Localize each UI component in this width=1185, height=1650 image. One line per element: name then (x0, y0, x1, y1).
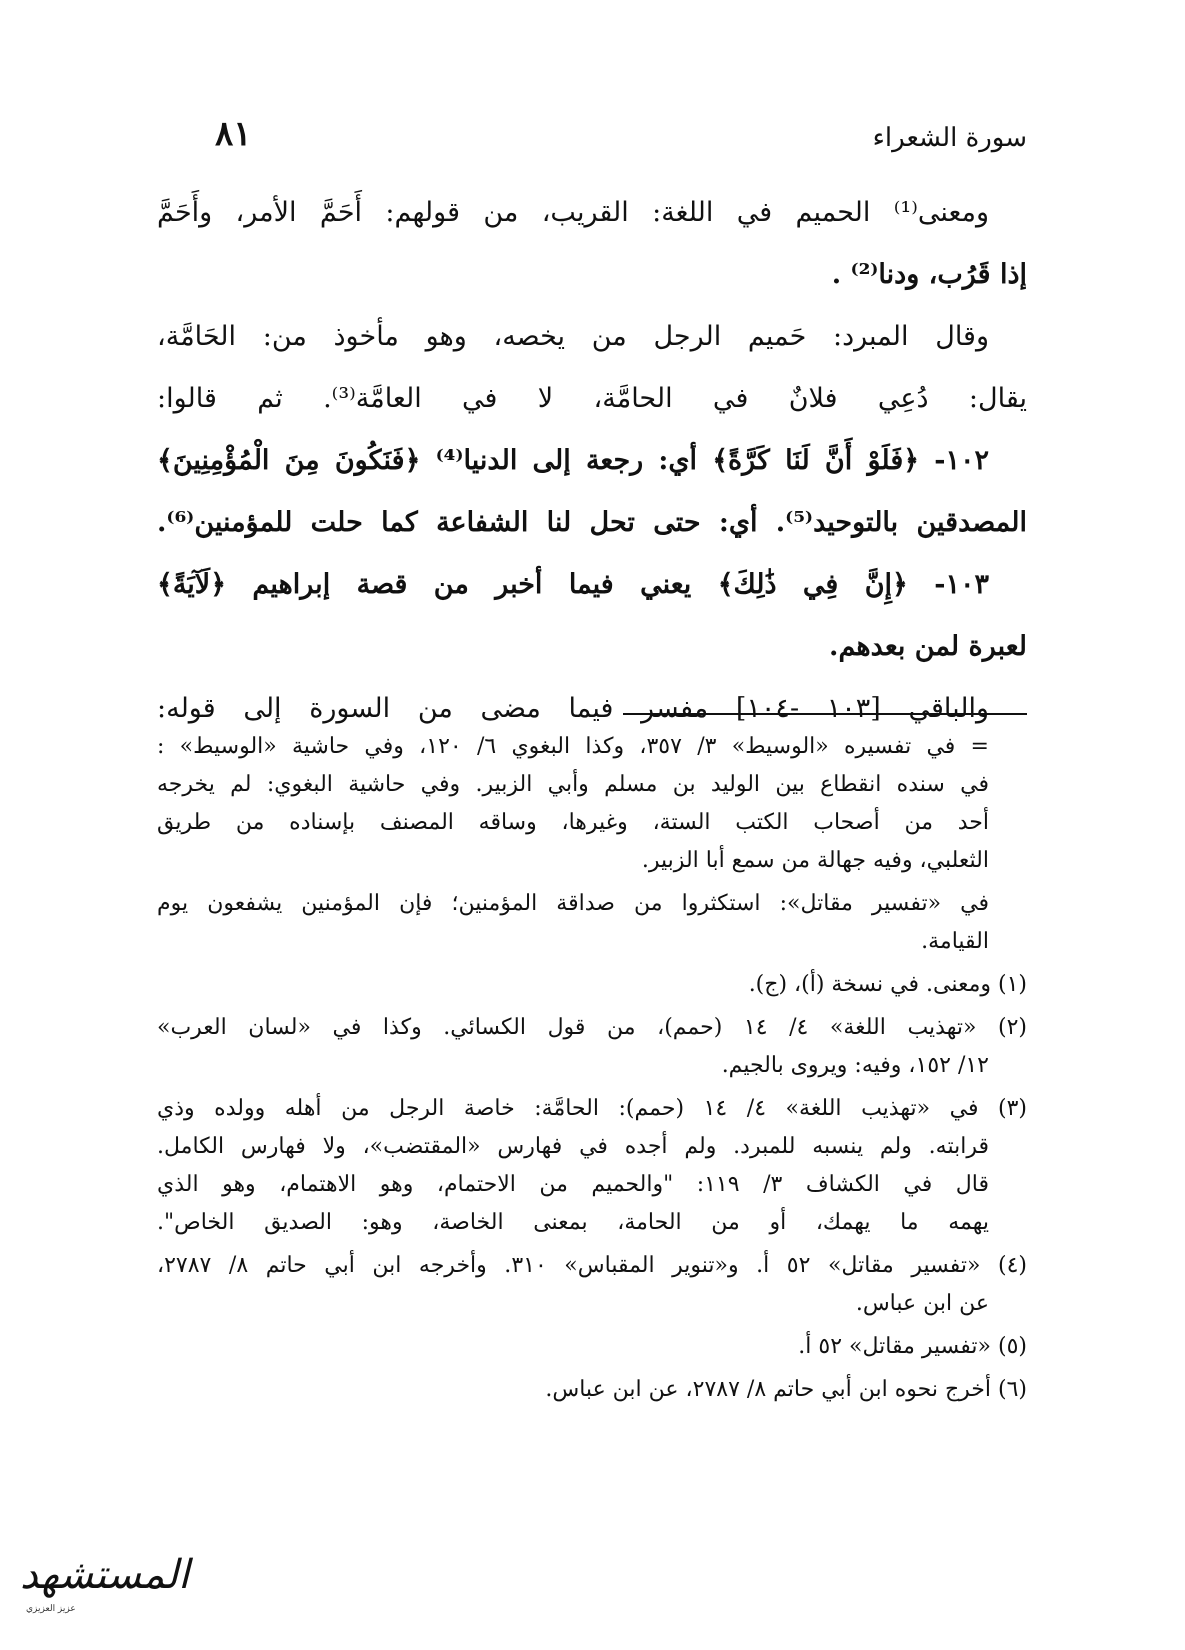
main-line-1: ومعنى⁽¹⁾ الحميم في اللغة: القريب، من قولهم: أَحَمَّ الأمر، وأَحَمَّ (157, 197, 989, 228)
footnote-4: (٤) «تفسير مقاتل» ٥٢ أ. و«تنوير المقباس» ٣١٠. وأخرجه ابن أبي حاتم ٨/ ٢٧٨٧، (157, 1253, 1027, 1278)
footnote-5: (٥) «تفسير مقاتل» ٥٢ أ. (798, 1334, 1027, 1359)
footnote-3-continuation-2: قال في الكشاف ٣/ ١١٩: "والحميم من الاحتمام، وهو الاهتمام، وهو الذي (157, 1172, 989, 1197)
footnote-2-continuation: ١٢/ ١٥٢، وفيه: ويروى بالجيم. (721, 1053, 989, 1078)
footnote-3: (٣) في «تهذيب اللغة» ٤/ ١٤ (حمم): الحامَّة: خاصة الرجل من أهله وولده وذي (157, 1096, 1027, 1121)
main-text (157, 182, 1027, 740)
page-number: ٨١ (215, 114, 252, 154)
footnote-continuation-line-2: في سنده انقطاع بين الوليد بن مسلم وأبي الزبير. وفي حاشية البغوي: لم يخرجه (157, 772, 989, 797)
footnotes (157, 728, 1027, 1409)
watermark-logo-text: المستشهد (20, 1552, 190, 1598)
main-line-4: يقال: دُعِي فلانٌ في الحامَّة، لا في العامَّة⁽³⁾. ثم قالوا: (157, 383, 1027, 414)
verse-102-line: ١٠٢- ﴿فَلَوْ أَنَّ لَنَا كَرَّةً﴾ أي: رجعة إلى الدنيا⁽⁴⁾ ﴿فَنَكُونَ مِنَ الْمُؤْمِنِينَ﴾ (157, 445, 989, 476)
watermark-logo-subtext: عزيز العزيزي (26, 1604, 76, 1614)
footnote-6: (٦) أخرج نحوه ابن أبي حاتم ٨/ ٢٧٨٧، عن ابن عباس. (545, 1377, 1027, 1402)
main-line-9: والباقي [١٠٣ -١٠٤] مفسر فيما مضى من السورة إلى قوله: (157, 693, 989, 724)
footnote-continuation-line-6: القيامة. (921, 929, 989, 954)
footnote-continuation-line-3: أحد من أصحاب الكتب الستة، وغيرها، وساقه المصنف بإسناده من طريق (157, 810, 989, 835)
verse-103-line: ١٠٣- ﴿إِنَّ فِي ذَٰلِكَ﴾ يعني فيما أخبر من قصة إبراهيم ﴿لَآيَةً﴾ (157, 569, 989, 600)
footnote-3-continuation-3: يهمه ما يهمك، أو من الحامة، بمعنى الخاصة، وهو: الصديق الخاص". (157, 1210, 989, 1235)
footnote-continuation-line-1: = في تفسيره «الوسيط» ٣/ ٣٥٧، وكذا البغوي ٦/ ١٢٠، وفي حاشية «الوسيط» : (157, 734, 989, 759)
footnote-divider (623, 713, 1027, 715)
surah-title: سورة الشعراء (872, 123, 1027, 153)
footnote-1: (١) ومعنى. في نسخة (أ)، (ج). (748, 972, 1027, 997)
main-line-2: إذا قَرُب، ودنا⁽²⁾ . (831, 259, 1027, 290)
main-line-6: المصدقين بالتوحيد⁽⁵⁾. أي: حتى تحل لنا الشفاعة كما حلت للمؤمنين⁽⁶⁾. (157, 507, 1027, 538)
main-line-8: لعبرة لمن بعدهم. (829, 631, 1027, 662)
footnote-4-continuation: عن ابن عباس. (855, 1291, 989, 1316)
footnote-continuation-line-4: الثعلبي، وفيه جهالة من سمع أبا الزبير. (641, 848, 989, 873)
footnote-2: (٢) «تهذيب اللغة» ٤/ ١٤ (حمم)، من قول الكسائي. وكذا في «لسان العرب» (157, 1015, 1027, 1040)
main-line-3: وقال المبرد: حَميم الرجل من يخصه، وهو مأخوذ من: الحَامَّة، (157, 321, 989, 352)
footnote-3-continuation-1: قرابته. ولم ينسبه للمبرد. ولم أجده في فهارس «المقتضب»، ولا فهارس الكامل. (157, 1134, 989, 1159)
footnote-continuation-line-5: في «تفسير مقاتل»: استكثروا من صداقة المؤمنين؛ فإن المؤمنين يشفعون يوم (157, 891, 989, 916)
watermark-logo (16, 1545, 190, 1625)
